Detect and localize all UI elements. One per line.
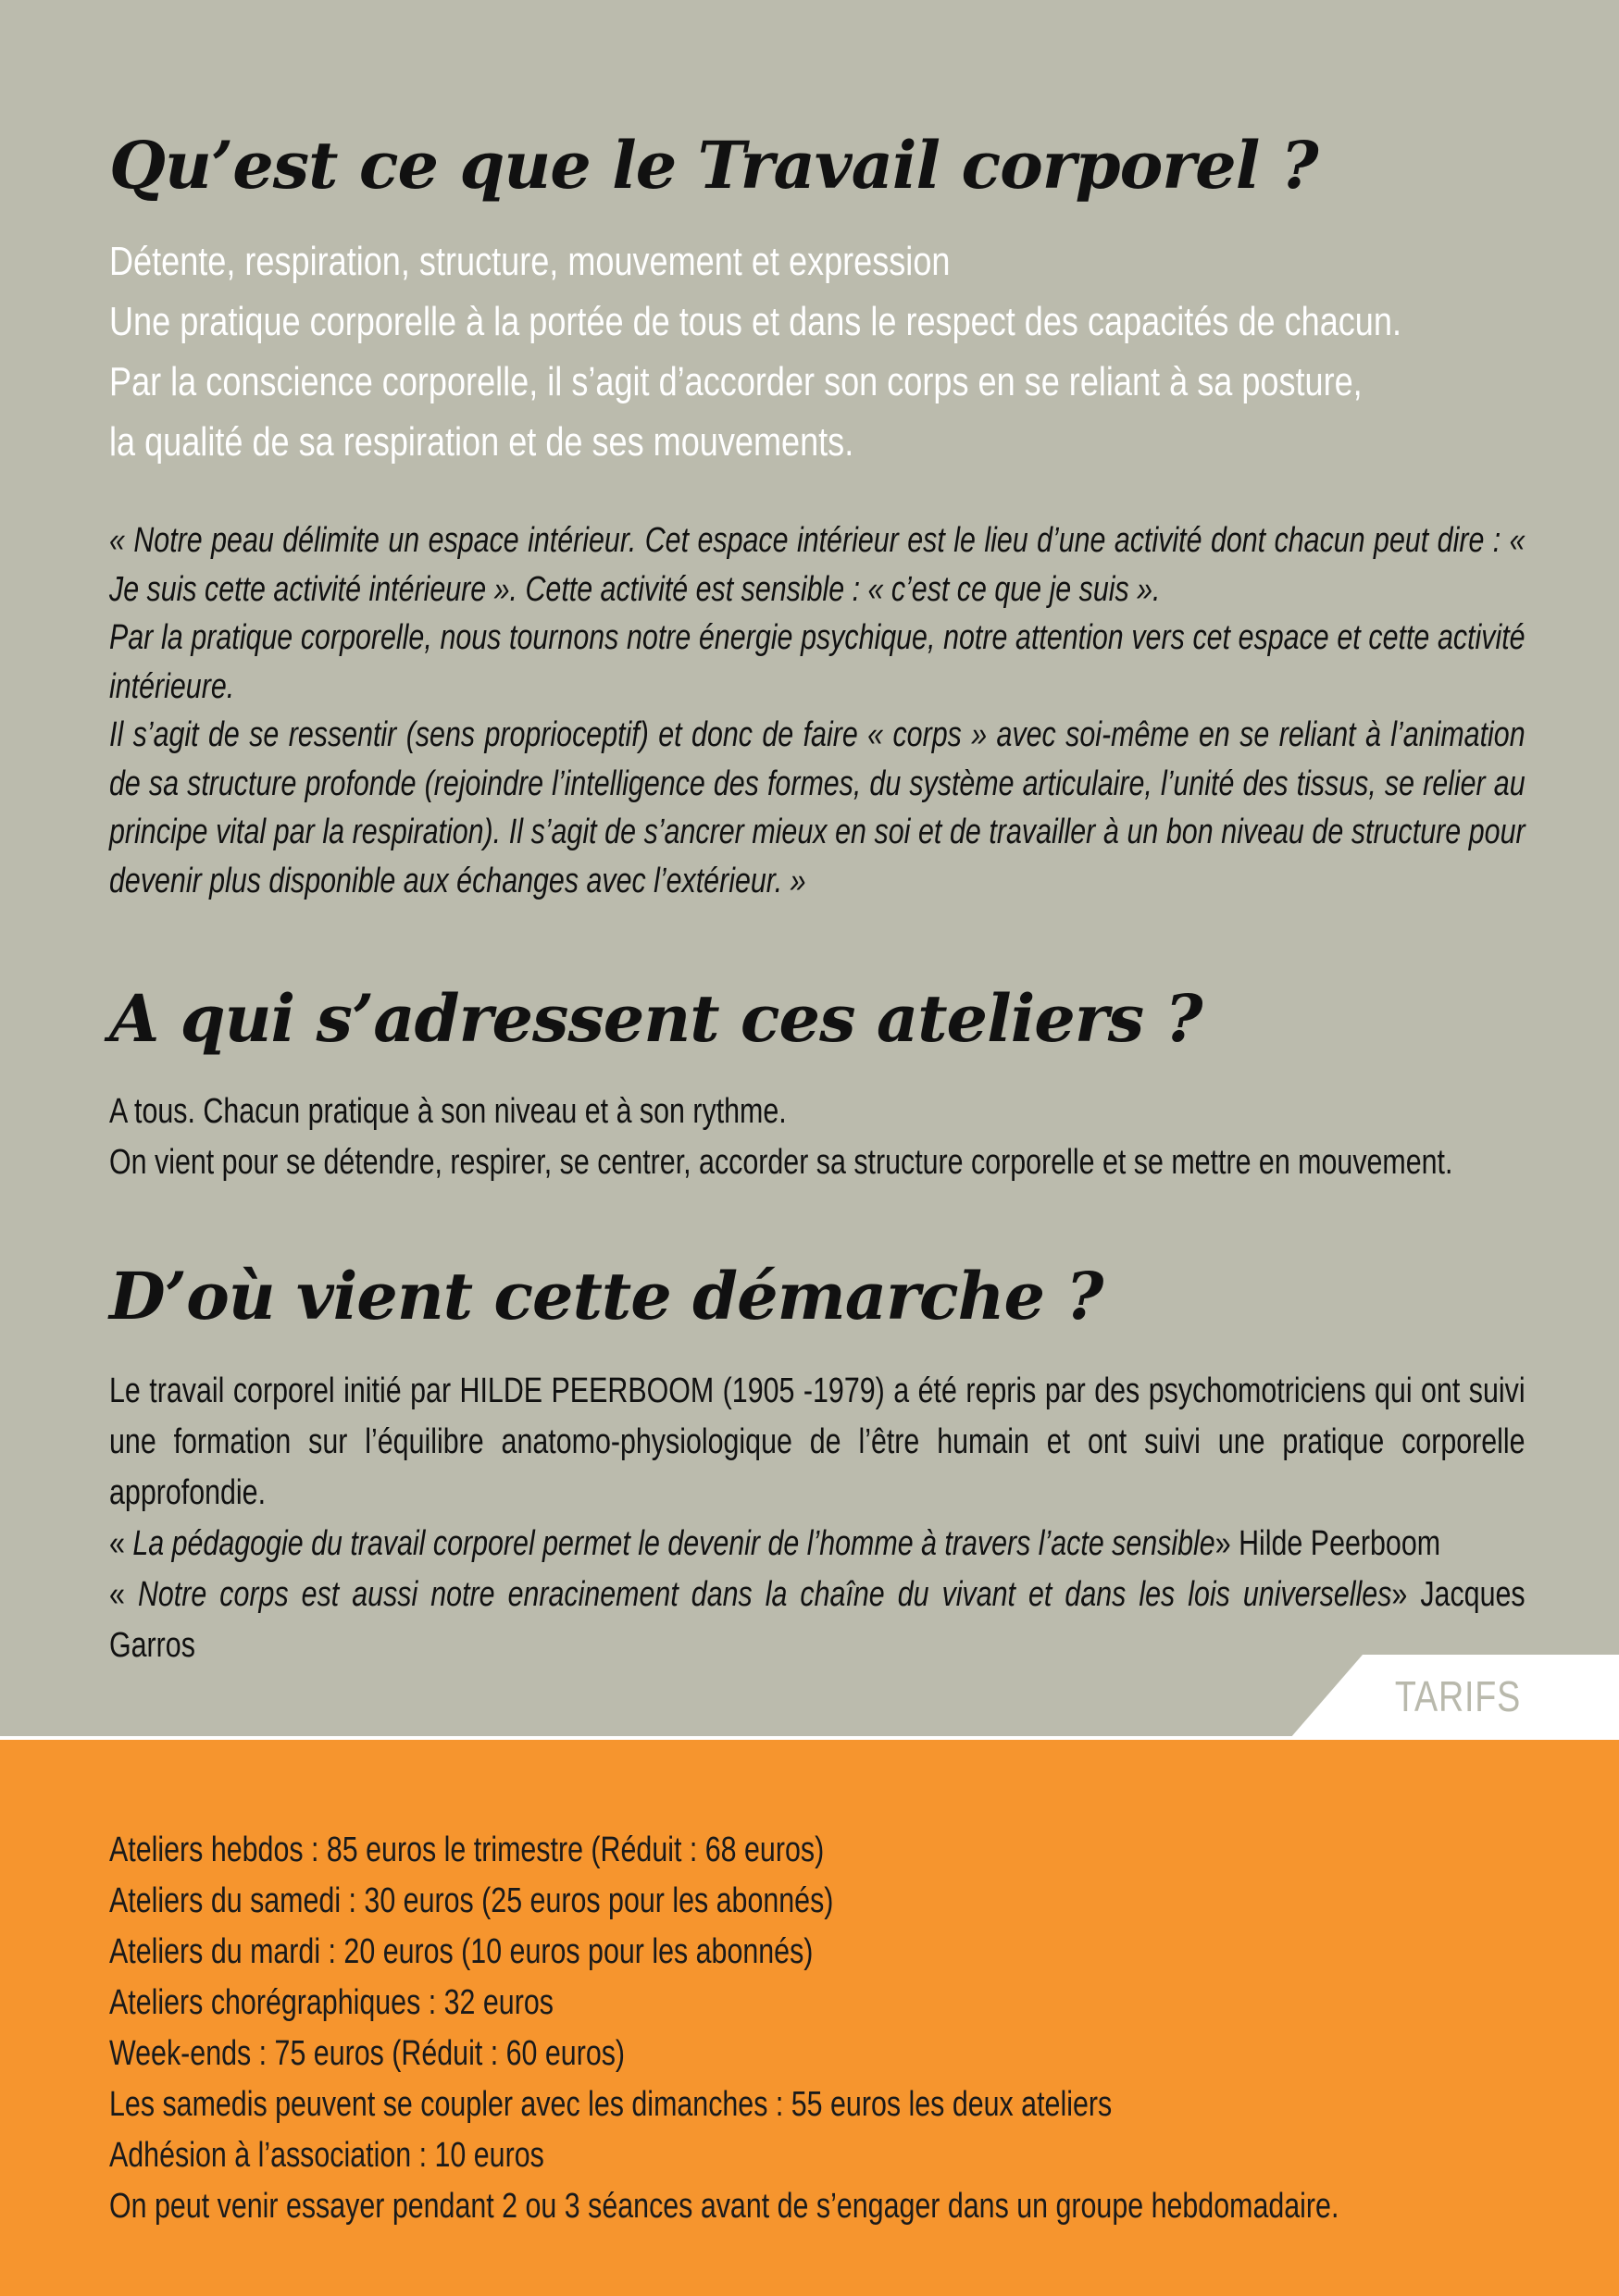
quote-paragraph: Il s’agit de se ressentir (sens proprioceptif) et donc de faire « corps » avec soi-même en se reliant à l’animation de sa structure profonde (rejoindre l’intelligence des formes, du système articulaire, l’unité des tissus, se relier au principe vital par la respiration). Il s’agit de s’ancrer mieux en soi et de travailler à un bon niveau de structure pour devenir plus disponible aux échanges avec l’extérieur. » — [109, 715, 1526, 900]
public-block — [109, 1086, 1526, 1188]
tarif-item: Ateliers hebdos : 85 euros le trimestre (Réduit : 68 euros) — [109, 1831, 825, 1869]
public-line: On vient pour se détendre, respirer, se centrer, accorder sa structure corporelle et se mettre en mouvement. — [109, 1143, 1453, 1182]
tarif-item: Ateliers du samedi : 30 euros (25 euros pour les abonnés) — [109, 1881, 834, 1920]
quote-paragraph: Par la pratique corporelle, nous tournons notre énergie psychique, notre attention vers cet espace et cette activité intérieure. — [109, 618, 1526, 706]
quote-paragraph: « Notre peau délimite un espace intérieur. Cet espace intérieur est le lieu d’une activité dont chacun peut dire : « Je suis cette activité intérieure ». Cette activité est sensible : « c’est ce que je suis ». — [109, 521, 1526, 609]
tarifs-tab-label: TARIFS — [1394, 1672, 1521, 1720]
quote-garros: « Notre corps est aussi notre enracinement dans la chaîne du vivant et dans les lois universelles» Jacques Garros — [109, 1575, 1526, 1665]
tarif-item: Ateliers du mardi : 20 euros (10 euros pour les abonnés) — [109, 1932, 814, 1971]
tarif-item: Week-ends : 75 euros (Réduit : 60 euros) — [109, 2034, 626, 2073]
heading-public: A qui s’adressent ces ateliers ? — [109, 980, 1202, 1057]
heading-origine: D’où vient cette démarche ? — [109, 1258, 1103, 1334]
tarif-item: Adhésion à l’association : 10 euros — [109, 2136, 544, 2175]
intro-line: la qualité de sa respiration et de ses mouvements. — [109, 419, 854, 465]
tarif-item: Les samedis peuvent se coupler avec les dimanches : 55 euros les deux ateliers — [109, 2085, 1113, 2124]
tarif-item: Ateliers chorégraphiques : 32 euros — [109, 1983, 554, 2022]
origine-paragraph: Le travail corporel initié par HILDE PEERBOOM (1905 -1979) a été repris par des psychomotriciens qui ont suivi une formation sur l’équilibre anatomo-physiologique de l’être humain et ont suivi une pratique corporelle approfondie. — [109, 1371, 1526, 1512]
origine-block — [109, 1366, 1526, 1671]
quote-peerboom: « La pédagogie du travail corporel permet le devenir de l’homme à travers l’acte sensible» Hilde Peerboom — [109, 1524, 1441, 1563]
intro-block — [109, 231, 1526, 472]
intro-line: Une pratique corporelle à la portée de tous et dans le respect des capacités de chacun. — [109, 299, 1401, 344]
quote-block — [109, 516, 1526, 905]
intro-line: Détente, respiration, structure, mouvement et expression — [109, 239, 951, 284]
tarifs-list — [109, 1825, 1526, 2232]
heading-travail-corporel: Qu’est ce que le Travail corporel ? — [109, 127, 1318, 204]
tarif-item: On peut venir essayer pendant 2 ou 3 séances avant de s’engager dans un groupe hebdomadaire. — [109, 2187, 1339, 2226]
public-line: A tous. Chacun pratique à son niveau et à son rythme. — [109, 1092, 787, 1131]
intro-line: Par la conscience corporelle, il s’agit d’accorder son corps en se reliant à sa posture, — [109, 359, 1363, 404]
